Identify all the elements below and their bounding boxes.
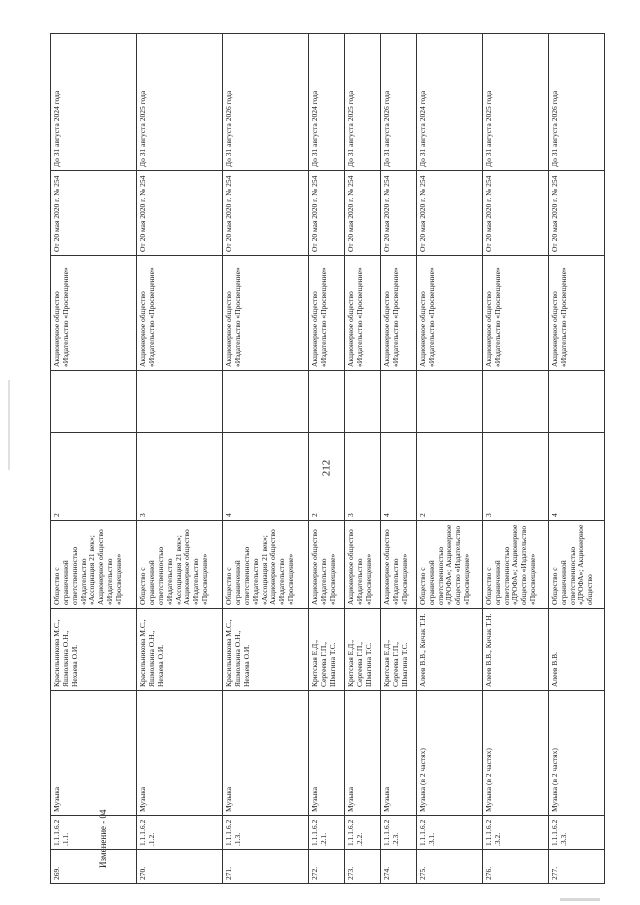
scan-bottom-mark [560,898,600,901]
grade: 2 [309,433,345,521]
publisher: Общество с ограниченной ответственностью «ДРОФА»; Акционерное общество «Издательство «Просвещение» [482,521,548,609]
page-number: 212 [320,459,333,477]
validity-date: До 31 августа 2024 года [416,34,482,171]
subject-title: Музыка (в 2 частях) [482,691,548,816]
organization: Акционерное общество «Издательство «Просвещение» [51,256,137,371]
row-number: 270. [137,850,223,884]
validity-date: До 31 августа 2025 года [482,34,548,171]
subject-title: Музыка [51,691,137,816]
order-reference: От 20 мая 2020 г. № 254 [416,171,482,256]
row-number: 269. [51,850,137,884]
order-reference: От 20 мая 2020 г. № 254 [309,171,345,256]
blank-cell [51,371,137,433]
table-row [416,34,482,884]
grade: 4 [381,433,417,521]
publisher: Общество с ограниченной ответственностью «Издательство «Ассоциация 21 век»; Акционерное общество «Издательство «Просвещение» [51,521,137,609]
scan-edge-mark [8,380,10,470]
validity-date: До 31 августа 2026 года [548,34,604,171]
order-reference: От 20 мая 2020 г. № 254 [482,171,548,256]
blank-cell [137,371,223,433]
table-row [309,34,345,884]
table-row [51,34,137,884]
section-code: 1.1.1.6.2.2.3. [381,816,417,850]
row-number: 272. [309,850,345,884]
table-row [345,34,381,884]
section-code: 1.1.1.6.2.1.3. [223,816,309,850]
grade: 3 [137,433,223,521]
publisher: Общество с ограниченной ответственностью «Издательство «Ассоциация 21 век»; Акционерное общество «Издательство «Просвещение» [137,521,223,609]
validity-date: До 31 августа 2026 года [223,34,309,171]
authors: Алеев В.В., Кичак Т.Н. [416,609,482,691]
authors: Критская Е.Д., Сергеева Г.П., Шмагина Т.С. [309,609,345,691]
row-number: 277. [548,850,604,884]
publisher: Акционерное общество «Издательство «Просвещение» [345,521,381,609]
table-row [223,34,309,884]
row-number: 274. [381,850,417,884]
publisher: Акционерное общество «Издательство «Просвещение» [381,521,417,609]
authors: Красильникова М.С., Яшмолкина О.Н., Нехаева О.И. [137,609,223,691]
section-code: 1.1.1.6.2.1.2. [137,816,223,850]
order-reference: От 20 мая 2020 г. № 254 [345,171,381,256]
blank-cell [416,371,482,433]
row-number: 271. [223,850,309,884]
table-row [137,34,223,884]
revision-footer: Изменение - 04 [98,809,108,868]
organization: Акционерное общество «Издательство «Просвещение» [345,256,381,371]
subject-title: Музыка (в 2 частях) [548,691,604,816]
order-reference: От 20 мая 2020 г. № 254 [548,171,604,256]
order-reference: От 20 мая 2020 г. № 254 [223,171,309,256]
publisher: Общество с ограниченной ответственностью «Издательство «Ассоциация 21 век»; Акционерное общество «Издательство «Просвещение» [223,521,309,609]
authors: Алеев В.В. [548,609,604,691]
section-code: 1.1.1.6.2.1.1. [51,816,137,850]
authors: Алеев В.В., Кичак Т.Н. [482,609,548,691]
table-row [381,34,417,884]
grade: 2 [416,433,482,521]
blank-cell [482,371,548,433]
publisher: Акционерное общество «Издательство «Просвещение» [309,521,345,609]
grade: 4 [223,433,309,521]
authors: Красильникова М.С., Яшмолкина О.Н., Нехаева О.И. [51,609,137,691]
row-number: 273. [345,850,381,884]
grade: 2 [51,433,137,521]
grade: 3 [345,433,381,521]
grade: 4 [548,433,604,521]
blank-cell [223,371,309,433]
validity-date: До 31 августа 2024 года [309,34,345,171]
validity-date: До 31 августа 2026 года [381,34,417,171]
order-reference: От 20 мая 2020 г. № 254 [137,171,223,256]
row-number: 276. [482,850,548,884]
publisher: Общество с ограниченной ответственностью «ДРОФА»; Акционерное общество [548,521,604,609]
validity-date: До 31 августа 2024 года [51,34,137,171]
section-code: 1.1.1.6.2.2.1. [309,816,345,850]
organization: Акционерное общество «Издательство «Просвещение» [223,256,309,371]
subject-title: Музыка [309,691,345,816]
subject-title: Музыка [381,691,417,816]
publisher: Общество с ограниченной ответственностью «ДРОФА»; Акционерное общество «Издательство «Просвещение» [416,521,482,609]
organization: Акционерное общество «Издательство «Просвещение» [416,256,482,371]
textbook-list-table [50,34,605,884]
section-code: 1.1.1.6.2.3.1. [416,816,482,850]
authors: Красильникова М.С., Яшмолкина О.Н., Нехаева О.И. [223,609,309,691]
organization: Акционерное общество «Издательство «Просвещение» [137,256,223,371]
validity-date: До 31 августа 2025 года [345,34,381,171]
subject-title: Музыка (в 2 частях) [416,691,482,816]
organization: Акционерное общество «Издательство «Просвещение» [548,256,604,371]
table-row [548,34,604,884]
grade: 3 [482,433,548,521]
blank-cell [309,371,345,433]
blank-cell [381,371,417,433]
subject-title: Музыка [345,691,381,816]
order-reference: От 20 мая 2020 г. № 254 [381,171,417,256]
authors: Критская Е.Д., Сергеева Г.П., Шмагина Т.С. [345,609,381,691]
table-row [482,34,548,884]
authors: Критская Е.Д., Сергеева Г.П., Шмагина Т.С. [381,609,417,691]
section-code: 1.1.1.6.2.2.2. [345,816,381,850]
subject-title: Музыка [137,691,223,816]
blank-cell [548,371,604,433]
order-reference: От 20 мая 2020 г. № 254 [51,171,137,256]
blank-cell [345,371,381,433]
organization: Акционерное общество «Издательство «Просвещение» [482,256,548,371]
organization: Акционерное общество «Издательство «Просвещение» [309,256,345,371]
organization: Акционерное общество «Издательство «Просвещение» [381,256,417,371]
row-number: 275. [416,850,482,884]
subject-title: Музыка [223,691,309,816]
section-code: 1.1.1.6.2.3.3. [548,816,604,850]
validity-date: До 31 августа 2025 года [137,34,223,171]
section-code: 1.1.1.6.2.3.2. [482,816,548,850]
